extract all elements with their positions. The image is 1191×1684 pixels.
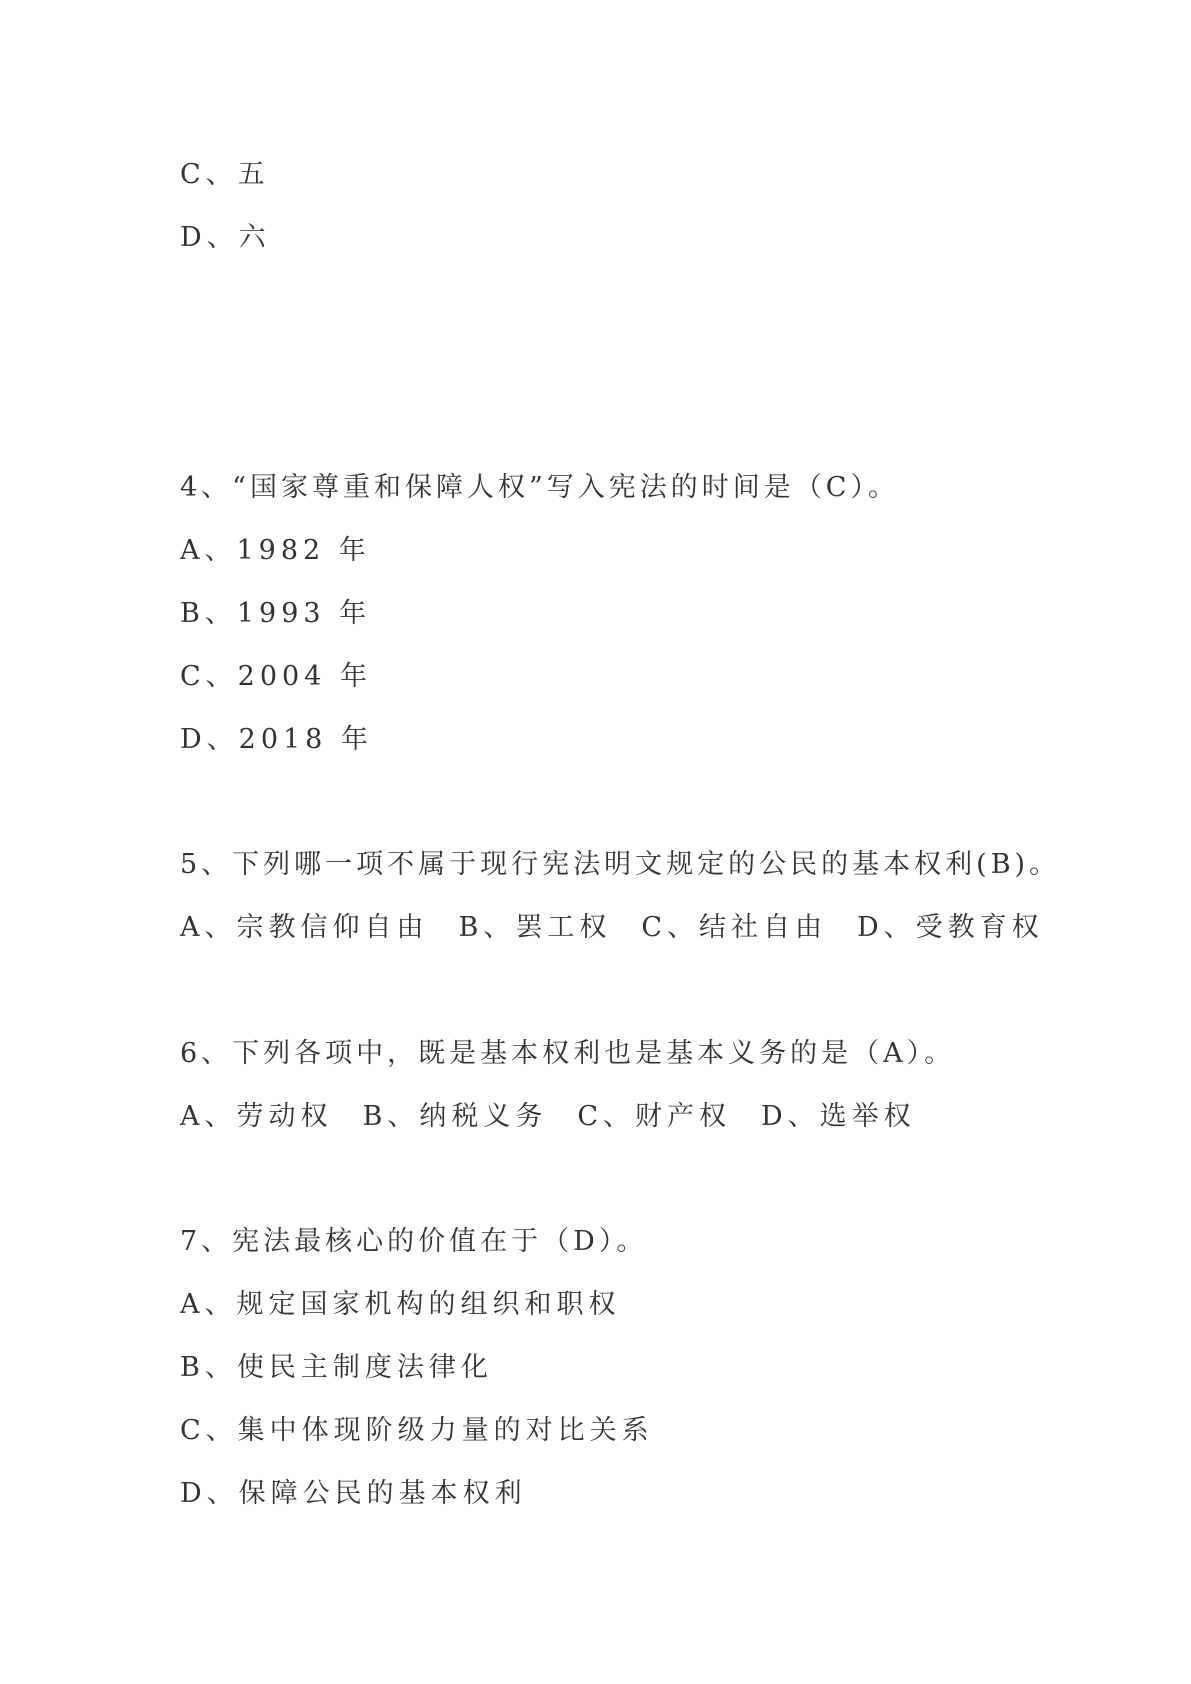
question-5-option-d: D、受教育权 xyxy=(857,912,1044,943)
question-6-options xyxy=(180,1100,916,1134)
question-5-options xyxy=(180,911,1044,945)
question-4-option-a: A、1982 年 xyxy=(180,535,371,566)
question-6-option-b: B、纳税义务 xyxy=(362,1101,548,1132)
question-4-option-d: D、2018 年 xyxy=(180,724,373,755)
question-4-option-b: B、1993 年 xyxy=(180,598,372,629)
question-7-option-c: C、集中体现阶级力量的对比关系 xyxy=(180,1415,654,1446)
question-6-option-d: D、选举权 xyxy=(761,1101,916,1132)
question-7-option-b: B、使民主制度法律化 xyxy=(180,1352,493,1383)
question-4-option-c: C、2004 年 xyxy=(180,661,372,692)
prev-question-option-d: D、六 xyxy=(180,222,271,253)
prev-question-option-c: C、五 xyxy=(180,159,270,190)
question-6-option-a: A、劳动权 xyxy=(180,1101,333,1132)
question-7-option-a: A、规定国家机构的组织和职权 xyxy=(180,1289,621,1320)
question-7-option-d: D、保障公民的基本权利 xyxy=(180,1478,527,1509)
question-5-option-b: B、罢工权 xyxy=(458,912,612,943)
question-6-option-c: C、财产权 xyxy=(577,1101,732,1132)
question-5-option-c: C、结社自由 xyxy=(641,912,828,943)
question-6-stem: 6、下列各项中，既是基本权利也是基本义务的是（A）。 xyxy=(180,1038,956,1069)
question-4-stem: 4、“国家尊重和保障人权”写入宪法的时间是（C）。 xyxy=(180,472,899,503)
question-5-stem: 5、下列哪一项不属于现行宪法明文规定的公民的基本权利(B)。 xyxy=(180,849,1061,880)
question-5-option-a: A、宗教信仰自由 xyxy=(180,912,429,943)
question-7-stem: 7、宪法最核心的价值在于（D）。 xyxy=(180,1226,648,1257)
